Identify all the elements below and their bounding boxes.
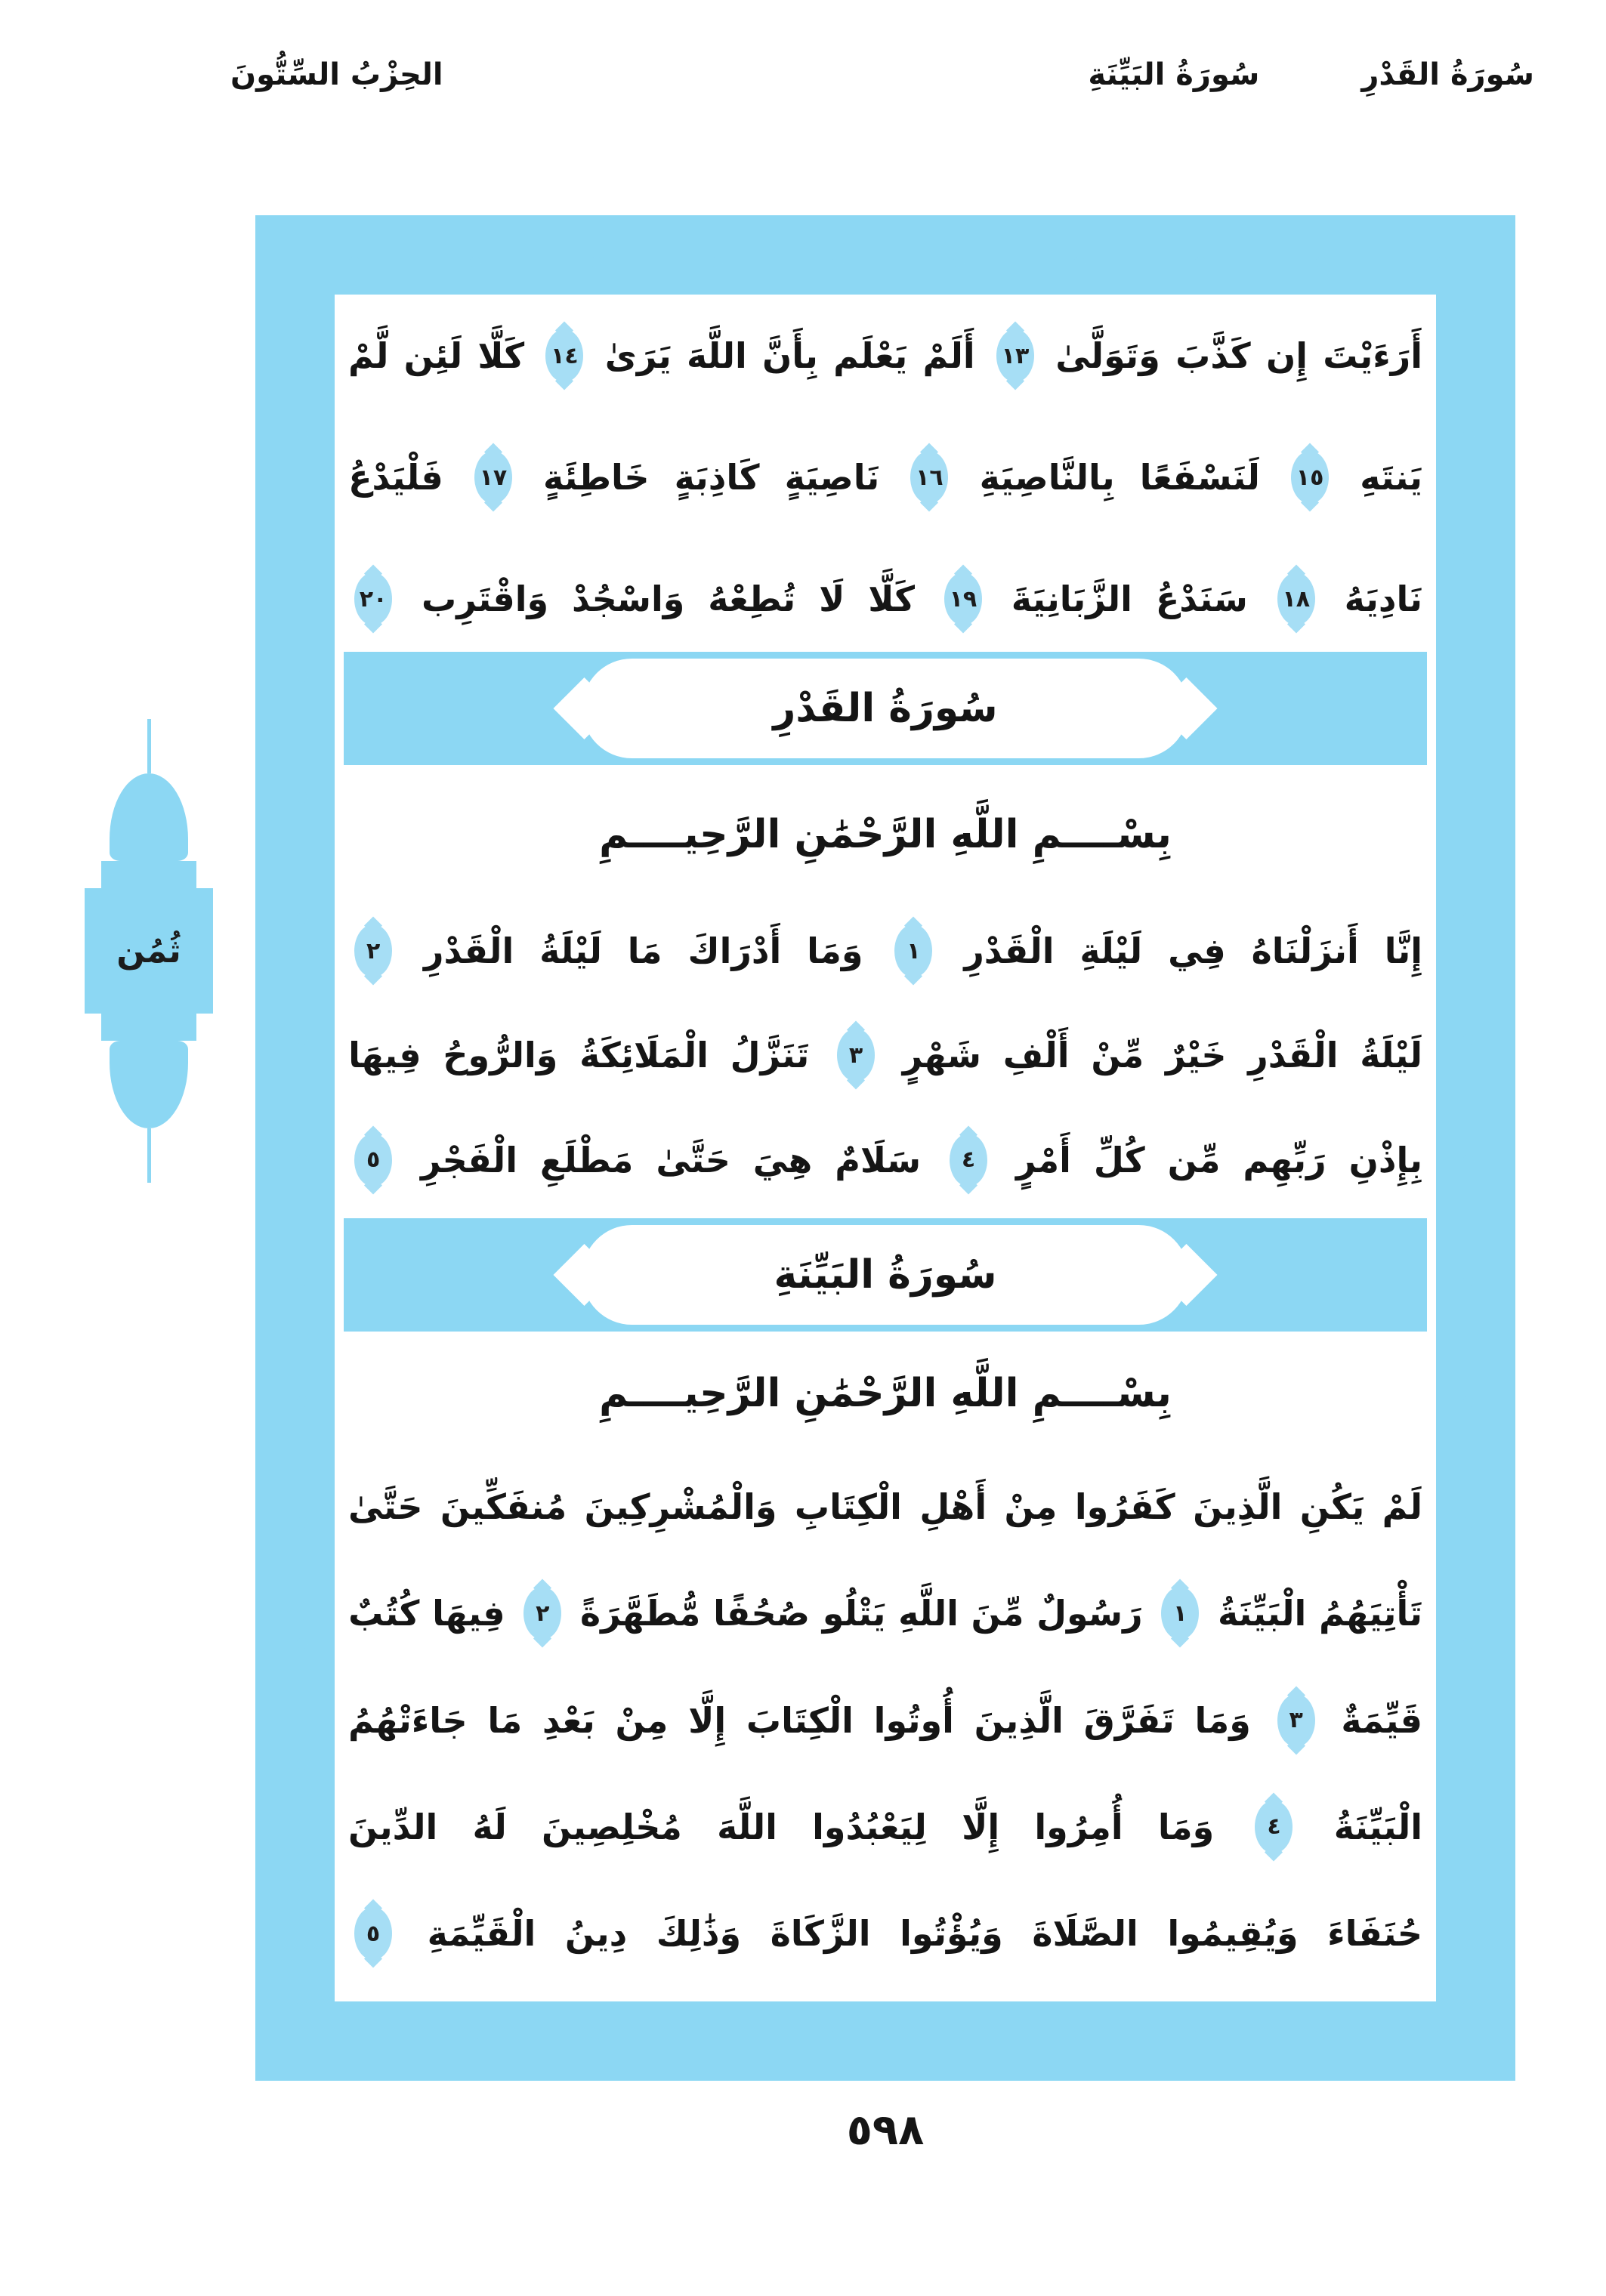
quran-word: الْكِتَابِ bbox=[794, 1486, 902, 1527]
quran-word: أَرَءَيْتَ bbox=[1323, 335, 1422, 376]
quran-word: الْقَدْرِ bbox=[1248, 1035, 1339, 1076]
quran-word: يَتْلُو bbox=[822, 1593, 886, 1634]
quran-word: سَلَامٌ bbox=[835, 1139, 922, 1180]
ayah-number-marker: ١ bbox=[1161, 1587, 1199, 1640]
quran-text-line bbox=[348, 1774, 1422, 1880]
quran-word: مِّنْ bbox=[1091, 1035, 1144, 1076]
quran-word: بِأَنَّ bbox=[762, 335, 818, 376]
quran-word: أُمِرُوا bbox=[1034, 1806, 1123, 1847]
quran-word: مَا bbox=[487, 1699, 523, 1741]
quran-word: أَهْلِ bbox=[919, 1486, 987, 1527]
quran-word: نَاصِيَةٍ bbox=[784, 457, 880, 498]
quran-word: يَعْلَم bbox=[833, 335, 908, 376]
quran-word: تَنَزَّلُ bbox=[730, 1035, 810, 1076]
quran-word: الَّذِينَ bbox=[974, 1699, 1064, 1741]
quran-word: كَذَّبَ bbox=[1175, 335, 1251, 376]
quran-word: إِنَّا bbox=[1384, 930, 1422, 972]
quran-word: فِيهَا bbox=[348, 1035, 422, 1076]
quran-word: كَلَّا bbox=[477, 335, 525, 376]
quran-word: الدِّينَ bbox=[348, 1806, 438, 1847]
ayah-number-marker: ٣ bbox=[1277, 1694, 1315, 1747]
ornament-stem-top bbox=[147, 719, 151, 773]
frame-lace-bottom bbox=[324, 2001, 1447, 2041]
ornament-step-top bbox=[101, 861, 196, 888]
quran-text-line bbox=[348, 1881, 1422, 1986]
quran-word: كَفَرُوا bbox=[1074, 1486, 1175, 1527]
thumun-label: ثُمُن bbox=[85, 888, 213, 1014]
quran-text-line bbox=[348, 421, 1422, 534]
ornamental-border-frame bbox=[255, 215, 1515, 2081]
quran-word: وَتَوَلَّىٰ bbox=[1055, 335, 1160, 376]
quran-word: لَمْ bbox=[1382, 1486, 1422, 1527]
ornament-step-bottom bbox=[101, 1014, 196, 1041]
quran-word: يَنتَهِ bbox=[1360, 457, 1422, 498]
quran-word: قَيِّمَةٌ bbox=[1341, 1699, 1422, 1741]
ornament-stem-bottom bbox=[147, 1128, 151, 1183]
quran-word: إِلَّا bbox=[962, 1806, 1000, 1847]
ayah-number-marker: ١٧ bbox=[474, 451, 512, 504]
quran-word: مِّنَ bbox=[971, 1593, 1024, 1634]
quran-text-line bbox=[348, 1560, 1422, 1666]
quran-word: كُتُبٌ bbox=[348, 1593, 420, 1634]
quran-word: يَكُنِ bbox=[1299, 1486, 1365, 1527]
frame-lace-right bbox=[1436, 284, 1475, 2012]
ayah-number-marker: ١٥ bbox=[1291, 451, 1329, 504]
quran-word: فِيهَا bbox=[432, 1593, 505, 1634]
quran-word: وَمَا bbox=[1157, 1806, 1215, 1847]
quran-word: كُلِّ bbox=[1093, 1139, 1145, 1180]
quran-word: وَمَا bbox=[807, 930, 863, 972]
quran-word: تَأْتِيَهُمُ bbox=[1318, 1593, 1422, 1634]
quran-word: الْبَيِّنَةُ bbox=[1217, 1593, 1307, 1634]
quran-word: حُنَفَاءَ bbox=[1327, 1913, 1422, 1954]
quran-word: لَئِن bbox=[403, 335, 463, 376]
quran-word: مُّطَهَّرَةً bbox=[579, 1593, 701, 1634]
quran-word: حَتَّىٰ bbox=[656, 1139, 730, 1180]
quran-word: لَيْلَةِ bbox=[1079, 930, 1143, 972]
ayah-number-marker: ٤ bbox=[950, 1134, 987, 1187]
ayah-number-marker: ١ bbox=[894, 924, 932, 977]
quran-word: اللَّهَ bbox=[687, 335, 747, 376]
ayah-number-marker: ١٣ bbox=[996, 329, 1034, 382]
quran-word: سَنَدْعُ bbox=[1155, 579, 1248, 619]
ayah-number-marker: ١٩ bbox=[944, 572, 982, 625]
quran-word: الْقَدْرِ bbox=[424, 930, 514, 972]
quran-text-line bbox=[348, 1668, 1422, 1773]
ayah-number-marker: ٤ bbox=[1255, 1801, 1293, 1853]
quran-word: وَاسْجُدْ bbox=[572, 579, 685, 619]
quran-word: حَتَّىٰ bbox=[348, 1486, 423, 1527]
quran-word: مَطْلَعِ bbox=[539, 1139, 634, 1180]
quran-word: أَنزَلْنَاهُ bbox=[1251, 930, 1359, 972]
running-head-hizb: الحِزْبُ السِّتُّونَ bbox=[230, 57, 443, 92]
quran-word: وَالرُّوحُ bbox=[443, 1035, 558, 1076]
quran-word: بَعْدِ bbox=[542, 1699, 595, 1741]
quran-word: إِلَّا bbox=[688, 1699, 727, 1741]
quran-word: نَادِيَهُ bbox=[1344, 579, 1422, 619]
ayah-number-marker: ٢ bbox=[523, 1587, 561, 1640]
quran-word: جَاءَتْهُمُ bbox=[348, 1699, 468, 1741]
quran-word: أَلْفِ bbox=[1002, 1035, 1070, 1076]
quran-word: لَيْلَةُ bbox=[539, 930, 602, 972]
surah-qadr-title: سُورَةُ القَدْرِ bbox=[773, 686, 998, 731]
frame-lace-left bbox=[295, 284, 335, 2012]
quran-word: وَالْمُشْرِكِينَ bbox=[584, 1486, 777, 1527]
quran-word: الْبَيِّنَةُ bbox=[1333, 1806, 1422, 1847]
quran-word: الْقَدْرِ bbox=[964, 930, 1055, 972]
frame-lace-top bbox=[324, 255, 1447, 295]
ayah-number-marker: ١٤ bbox=[545, 329, 583, 382]
quran-word: مُخْلِصِينَ bbox=[541, 1806, 682, 1847]
quran-word: هِيَ bbox=[752, 1139, 813, 1180]
quran-word: إِن bbox=[1265, 335, 1308, 376]
quran-word: صُحُفًا bbox=[713, 1593, 811, 1634]
quran-word: لَّمْ bbox=[348, 335, 389, 376]
quran-word: أُوتُوا bbox=[873, 1699, 954, 1741]
page-number: ٥٩٨ bbox=[846, 2106, 925, 2155]
bismillah-qadr: بِسْــــمِ اللَّهِ الرَّحْمَٰنِ الرَّحِيــــمِ bbox=[599, 812, 1172, 857]
quran-word: وَذَٰلِكَ bbox=[656, 1913, 742, 1954]
quran-text-line bbox=[348, 1108, 1422, 1212]
quran-text-line bbox=[348, 542, 1422, 656]
quran-word: الزَّبَانِيَةَ bbox=[1011, 579, 1132, 619]
surah-bayyinah-title-banner bbox=[344, 1218, 1427, 1332]
quran-word: كَاذِبَةٍ bbox=[674, 457, 760, 498]
quran-word: مِّن bbox=[1167, 1139, 1221, 1180]
surah-qadr-verses-block bbox=[348, 899, 1422, 1212]
quran-text-line bbox=[348, 1003, 1422, 1107]
quran-word: مَا bbox=[627, 930, 662, 972]
quran-word: رَبِّهِم bbox=[1243, 1139, 1326, 1180]
quran-word: يَرَىٰ bbox=[604, 335, 672, 376]
running-head-surah-names bbox=[1088, 57, 1534, 92]
quran-word: لَيْلَةُ bbox=[1360, 1035, 1422, 1076]
ayah-number-marker: ١٦ bbox=[910, 451, 948, 504]
quran-word: الْمَلَائِكَةُ bbox=[579, 1035, 709, 1076]
quran-word: اللَّهِ bbox=[898, 1593, 959, 1634]
quran-word: لَنَسْفَعًا bbox=[1139, 457, 1260, 498]
quran-word: الْكِتَابَ bbox=[746, 1699, 854, 1741]
surah-alaq-verses-block bbox=[348, 299, 1422, 656]
surah-bayyinah-title: سُورَةُ البَيِّنَةِ bbox=[774, 1252, 997, 1298]
ayah-number-marker: ٢ bbox=[354, 924, 392, 977]
quran-word: مُنفَكِّينَ bbox=[440, 1486, 567, 1527]
running-head-surah-qadr: سُورَةُ القَدْرِ bbox=[1361, 57, 1534, 92]
quran-word: أَمْرٍ bbox=[1015, 1139, 1071, 1180]
quran-word: تُطِعْهُ bbox=[708, 579, 796, 619]
quran-word: مِنْ bbox=[615, 1699, 669, 1741]
quran-word: الْفَجْرِ bbox=[421, 1139, 517, 1180]
ornament-dome-bottom bbox=[110, 1041, 188, 1128]
quran-word: خَيْرٌ bbox=[1165, 1035, 1227, 1076]
quran-word: الْقَيِّمَةِ bbox=[427, 1913, 536, 1954]
surah-qadr-title-banner bbox=[344, 652, 1427, 765]
running-head-surah-bayyinah: سُورَةُ البَيِّنَةِ bbox=[1088, 57, 1260, 92]
quran-text-line bbox=[348, 299, 1422, 412]
quran-word: مِنْ bbox=[1004, 1486, 1058, 1527]
quran-word: وَيُقِيمُوا bbox=[1167, 1913, 1299, 1954]
quran-text-line bbox=[348, 1454, 1422, 1560]
quran-word: بِإِذْنِ bbox=[1348, 1139, 1422, 1180]
quran-word: لَا bbox=[819, 579, 845, 619]
quran-word: رَسُولٌ bbox=[1036, 1593, 1143, 1634]
surah-bayyinah-verses-block bbox=[348, 1454, 1422, 1986]
quran-word: أَلَمْ bbox=[922, 335, 975, 376]
quran-word: أَدْرَاكَ bbox=[687, 930, 782, 972]
quran-word: خَاطِئَةٍ bbox=[543, 457, 650, 498]
quran-word: تَفَرَّقَ bbox=[1083, 1699, 1175, 1741]
ayah-number-marker: ٢٠ bbox=[354, 572, 392, 625]
ayah-number-marker: ٣ bbox=[837, 1029, 875, 1082]
ornament-dome-top bbox=[110, 773, 188, 861]
thumun-margin-ornament bbox=[85, 719, 213, 1183]
ayah-number-marker: ٥ bbox=[354, 1907, 392, 1960]
ayah-number-marker: ١٨ bbox=[1277, 572, 1315, 625]
quran-word: الزَّكَاةَ bbox=[770, 1913, 871, 1954]
quran-word: فِي bbox=[1168, 930, 1226, 972]
quran-word: دِينُ bbox=[564, 1913, 628, 1954]
quran-word: بِالنَّاصِيَةِ bbox=[979, 457, 1115, 498]
quran-word: اللَّهَ bbox=[717, 1806, 777, 1847]
quran-word: وَيُؤْتُوا bbox=[900, 1913, 1003, 1954]
quran-text-line bbox=[348, 899, 1422, 1003]
quran-word: شَهْرٍ bbox=[902, 1035, 981, 1076]
quran-word: وَاقْتَرِب bbox=[422, 579, 549, 619]
quran-word: لَهُ bbox=[472, 1806, 507, 1847]
quran-word: وَمَا bbox=[1194, 1699, 1251, 1741]
quran-word: الصَّلَاةَ bbox=[1032, 1913, 1138, 1954]
bismillah-bayyinah: بِسْــــمِ اللَّهِ الرَّحْمَٰنِ الرَّحِيــــمِ bbox=[599, 1371, 1172, 1416]
quran-word: الَّذِينَ bbox=[1193, 1486, 1283, 1527]
quran-word: لِيَعْبُدُوا bbox=[812, 1806, 927, 1847]
ayah-number-marker: ٥ bbox=[354, 1134, 392, 1187]
quran-word: كَلَّا bbox=[868, 579, 915, 619]
quran-word: فَلْيَدْعُ bbox=[348, 457, 443, 498]
